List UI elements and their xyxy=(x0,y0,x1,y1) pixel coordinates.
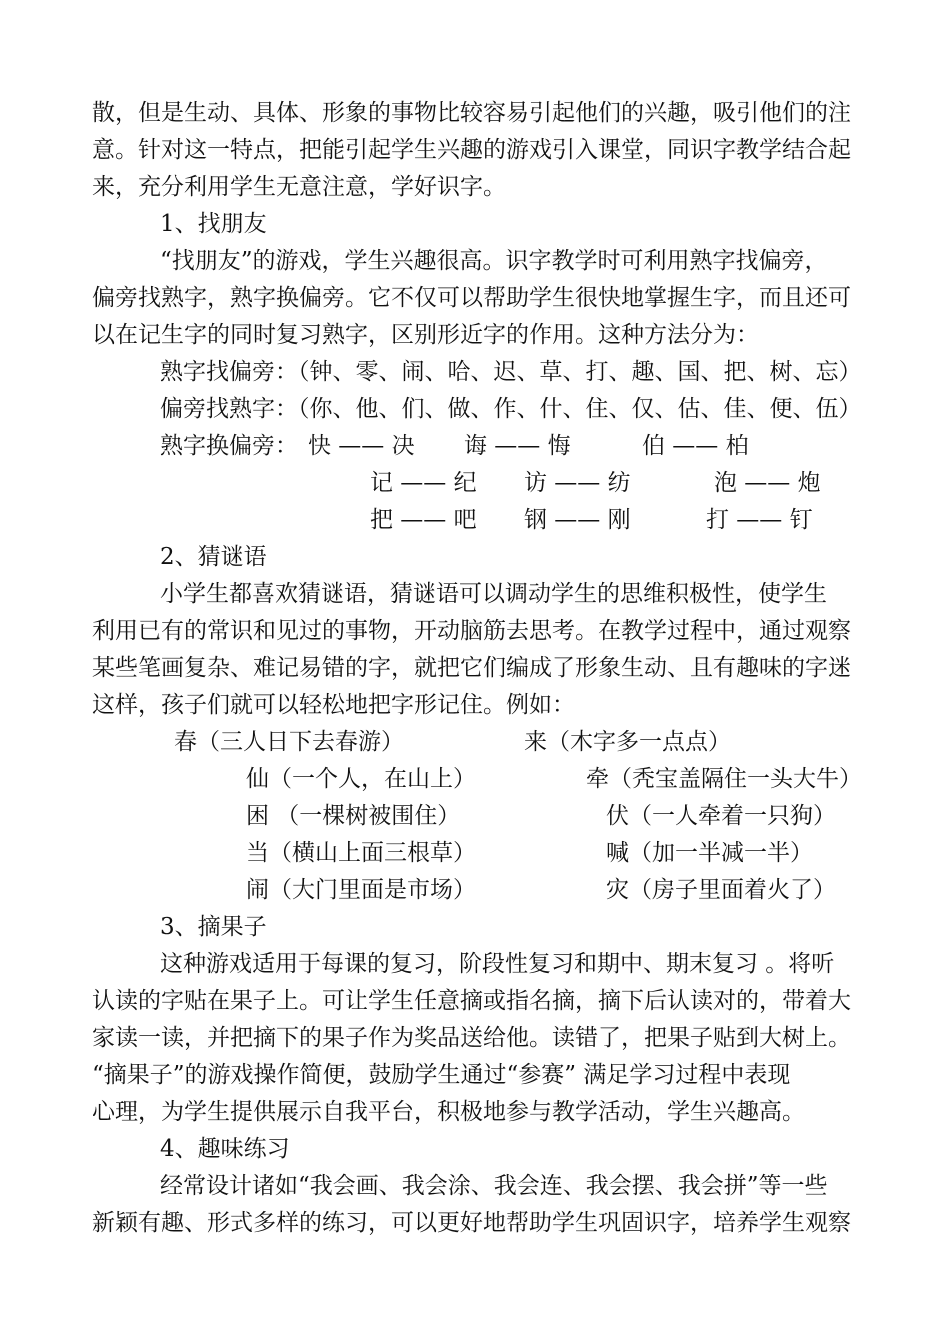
paragraph-line: 心理，为学生提供展示自我平台，积极地参与教学活动，学生兴趣高。 xyxy=(92,1099,805,1125)
paragraph-line: 利用已有的常识和见过的事物，开动脑筋去思考。在教学过程中，通过观察 xyxy=(92,618,851,644)
char-pair: 把 —— 吧 xyxy=(370,507,477,533)
riddle: 当（横山上面三根草） xyxy=(246,840,476,866)
char-pair: 钢 —— 刚 xyxy=(524,507,631,533)
method-label: 熟字换偏旁： xyxy=(160,433,298,459)
paragraph-line: “找朋友”的游戏，学生兴趣很高。识字教学时可利用熟字找偏旁， xyxy=(160,248,828,274)
section-heading: 2、猜谜语 xyxy=(160,544,267,570)
paragraph-line: 新颖有趣、形式多样的练习，可以更好地帮助学生巩固识字，培养学生观察 xyxy=(92,1210,851,1236)
riddle: 伏（一人牵着一只狗） xyxy=(606,803,836,829)
paragraph-line: 这种游戏适用于每课的复习，阶段性复习和期中、期末复习 。将听 xyxy=(160,951,835,977)
paragraph-line: 经常设计诸如“我会画、我会涂、我会连、我会摆、我会拼”等一些 xyxy=(160,1173,828,1199)
riddle: 来（木字多一点点） xyxy=(524,729,731,755)
paragraph-line: 这样，孩子们就可以轻松地把字形记住。例如： xyxy=(92,692,575,718)
paragraph-line: 家读一读，并把摘下的果子作为奖品送给他。读错了，把果子贴到大树上。 xyxy=(92,1025,851,1051)
section-heading: 3、摘果子 xyxy=(160,914,267,940)
char-pair: 诲 —— 悔 xyxy=(464,433,571,459)
intro-line: 意。针对这一特点，把能引起学生兴趣的游戏引入课堂，同识字教学结合起 xyxy=(92,137,851,163)
paragraph-line: 认读的字贴在果子上。可让学生任意摘或指名摘，摘下后认读对的，带着大 xyxy=(92,988,851,1014)
char-pair: 打 —— 钉 xyxy=(706,507,813,533)
section-heading: 4、趣味练习 xyxy=(160,1136,290,1162)
char-pair: 访 —— 纺 xyxy=(524,470,631,496)
paragraph-line: 小学生都喜欢猜谜语，猜谜语可以调动学生的思维积极性，使学生 xyxy=(160,581,827,607)
char-pair: 伯 —— 柏 xyxy=(642,433,749,459)
riddle: 灾（房子里面着火了） xyxy=(606,877,836,903)
intro-line: 散，但是生动、具体、形象的事物比较容易引起他们的兴趣，吸引他们的注 xyxy=(92,100,851,126)
section-heading: 1、找朋友 xyxy=(160,211,267,237)
riddle: 闹（大门里面是市场） xyxy=(246,877,476,903)
char-pair: 记 —— 纪 xyxy=(370,470,477,496)
method-line: 偏旁找熟字：（你、他、们、做、作、什、住、仅、估、佳、便、伍） xyxy=(160,396,862,422)
paragraph-line: 以在记生字的同时复习熟字，区别形近字的作用。这种方法分为： xyxy=(92,322,759,348)
paragraph-line: 偏旁找熟字，熟字换偏旁。它不仅可以帮助学生很快地掌握生字，而且还可 xyxy=(92,285,851,311)
method-line: 熟字找偏旁：（钟、零、闹、哈、迟、草、打、趣、国、把、树、忘） xyxy=(160,359,862,385)
riddle: 牵（秃宝盖隔住一头大牛） xyxy=(586,766,862,792)
riddle: 喊（加一半减一半） xyxy=(606,840,813,866)
char-pair: 泡 —— 炮 xyxy=(714,470,821,496)
riddle: 困 （一棵树被围住） xyxy=(246,803,461,829)
char-pair: 快 —— 决 xyxy=(308,433,415,459)
riddle: 春（三人日下去春游） xyxy=(174,729,404,755)
paragraph-line: “摘果子”的游戏操作简便，鼓励学生通过“参赛” 满足学习过程中表现 xyxy=(92,1062,791,1088)
intro-line: 来，充分利用学生无意注意，学好识字。 xyxy=(92,174,506,200)
riddle: 仙（一个人，在山上） xyxy=(246,766,476,792)
paragraph-line: 某些笔画复杂、难记易错的字，就把它们编成了形象生动、且有趣味的字迷 xyxy=(92,655,851,681)
